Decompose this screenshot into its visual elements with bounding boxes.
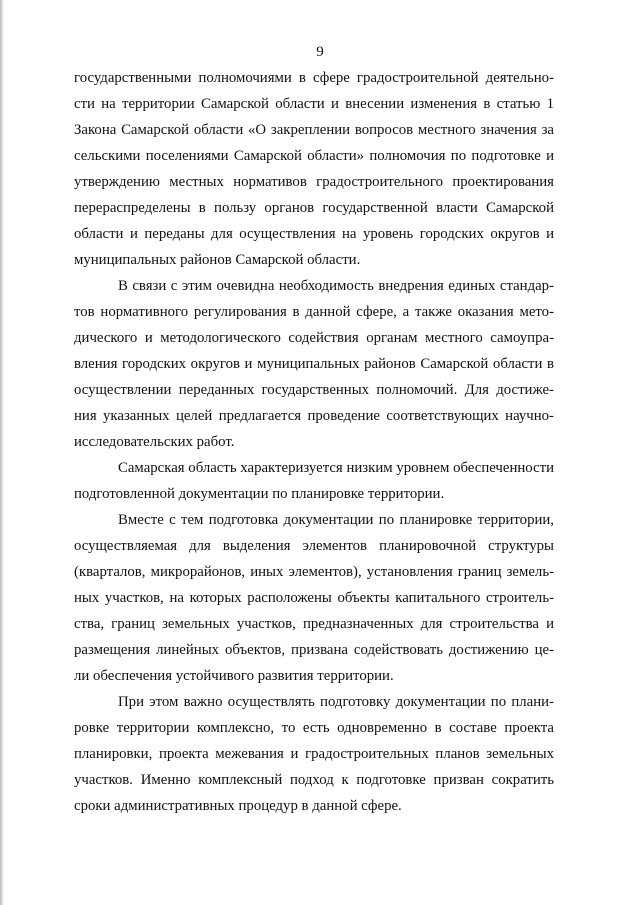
text-line: При этом важно осуществлять подготовку документации по плани- — [118, 694, 554, 710]
text-line: ных участков, на которых расположены объекты капитального строитель- — [74, 590, 554, 606]
text-line: области и переданы для осуществления на уровень городских округов и — [74, 226, 554, 242]
text-line: ства, границ земельных участков, предназначенных для строительства и — [74, 616, 554, 632]
text-line: Вместе с тем подготовка документации по планировке территории, — [118, 512, 554, 528]
text-line: муниципальных районов Самарской области. — [74, 252, 361, 268]
paragraph-1 — [74, 65, 554, 273]
text-line: тов нормативного регулирования в данной сфере, а также оказания мето- — [74, 304, 554, 320]
text-line: подготовленной документации по планировке территории. — [74, 486, 445, 502]
text-line: вления городских округов и муниципальных районов Самарской области в — [74, 356, 554, 372]
text-line: сельскими поселениями Самарской области» полномочия по подготовке и — [74, 148, 554, 164]
text-line: сроки административных процедур в данной сфере. — [74, 798, 402, 814]
text-line: Самарская область характеризуется низким уровнем обеспеченности — [118, 460, 554, 476]
text-line: планировки, проекта межевания и градостроительных планов земельных — [74, 746, 554, 762]
page-number: 9 — [316, 44, 324, 60]
text-line: (кварталов, микрорайонов, иных элементов), установления границ земель- — [74, 564, 554, 580]
text-line: ровке территории комплексно, то есть одновременно в составе проекта — [74, 720, 554, 736]
text-line: сти на территории Самарской области и внесении изменения в статью 1 — [74, 96, 554, 112]
text-line: дического и методологического содействия органам местного самоупра- — [74, 330, 554, 346]
scan-edge — [0, 0, 4, 905]
text-line: перераспределены в пользу органов государственной власти Самарской — [74, 200, 554, 216]
text-line: ния указанных целей предлагается проведение соответствующих научно- — [74, 408, 554, 424]
text-line: утверждению местных нормативов градостроительного проектирования — [74, 174, 554, 190]
text-line: Закона Самарской области «О закреплении вопросов местного значения за — [74, 122, 554, 138]
text-line: осуществлении переданных государственных полномочий. Для достиже- — [74, 382, 554, 398]
paragraph-3 — [74, 455, 554, 507]
paragraph-4 — [74, 507, 554, 689]
paragraph-5 — [74, 689, 554, 819]
text-line: размещения линейных объектов, призвана содействовать достижению це- — [74, 642, 554, 658]
text-line: государственными полномочиями в сфере градостроительной деятельно- — [74, 70, 554, 86]
text-line: В связи с этим очевидна необходимость внедрения единых стандар- — [118, 278, 554, 294]
text-line: ли обеспечения устойчивого развития территории. — [74, 668, 394, 684]
text-line: участков. Именно комплексный подход к подготовке призван сократить — [74, 772, 554, 788]
text-line: осуществляемая для выделения элементов планировочной структуры — [74, 538, 554, 554]
text-line: исследовательских работ. — [74, 434, 235, 450]
paragraph-2 — [74, 273, 554, 455]
